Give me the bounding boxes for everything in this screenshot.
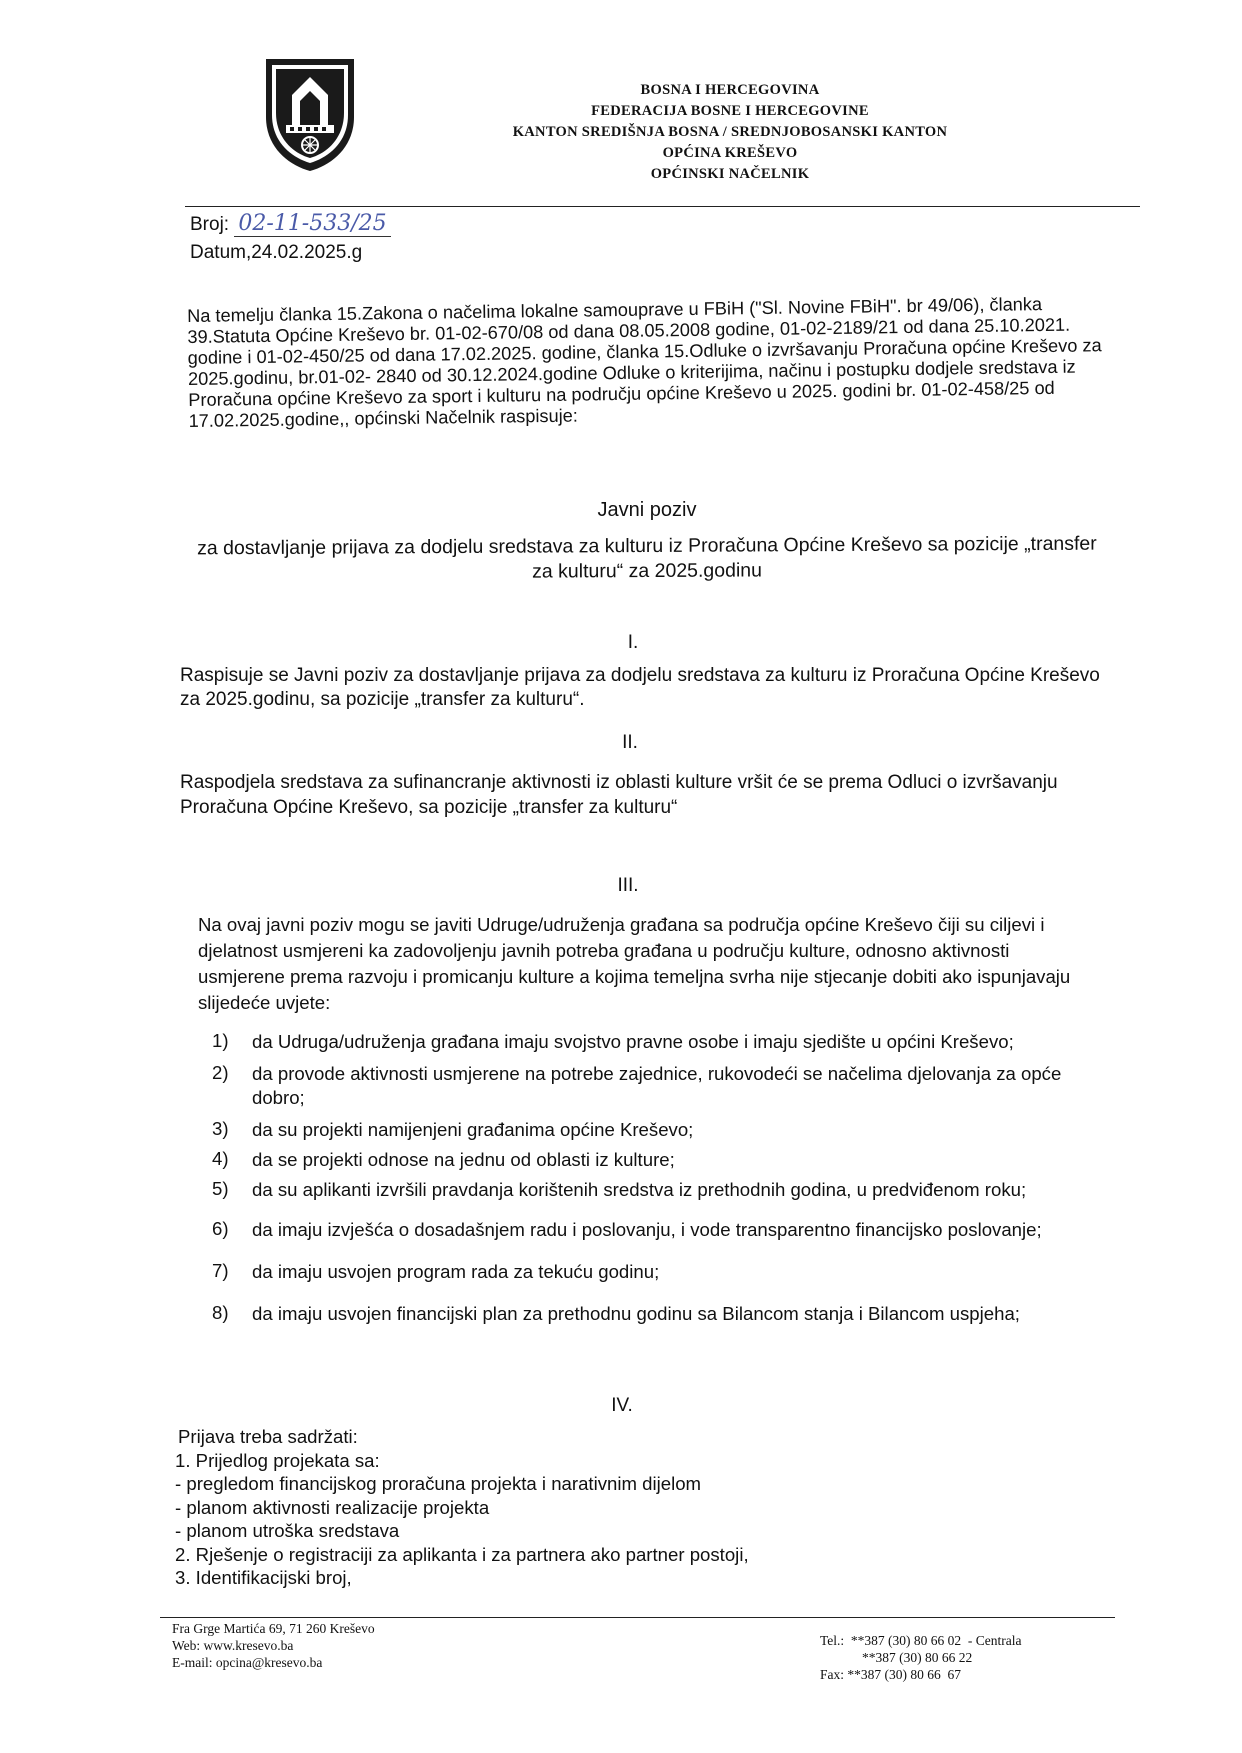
list-item-number: 1) xyxy=(212,1030,229,1051)
list-item xyxy=(212,1030,1092,1062)
footer-web: Web: www.kresevo.ba xyxy=(172,1638,294,1653)
list-item-text: da su projekti namijenjeni građanima općine Kreševo; xyxy=(252,1119,694,1140)
header-line: OPĆINSKI NAČELNIK xyxy=(650,166,810,182)
reference-handwritten-value: 02-11-533/25 xyxy=(234,211,390,237)
footer-divider xyxy=(160,1617,1115,1618)
eligibility-conditions-list xyxy=(212,1030,1092,1334)
list-item: 1. Prijedlog projekata sa: xyxy=(175,1449,380,1471)
list-item xyxy=(212,1148,1092,1178)
header-divider xyxy=(185,206,1140,207)
list-item xyxy=(212,1118,1092,1148)
footer-contact-address xyxy=(172,1620,375,1671)
municipality-crest-icon xyxy=(262,55,358,175)
reference-label: Broj: xyxy=(190,214,230,235)
footer-tel-secondary: **387 (30) 80 66 22 xyxy=(862,1650,973,1665)
legal-basis-paragraph: Na temelju članka 15.Zakona o načelima lokalne samouprave u FBiH ("Sl. Novine FBiH". br 49/06), članka 39.Statuta Općine Kreševo br. 01-02-670/08 od dana 08.05.2008 godine, 01-02-2189/21 od dana 25.10.2021. godine i 01-02-450/25 od dana 17.02.2025. godine, članka 15.Odluke o izvršavanju Proračuna općine Kreševo za 2025.godinu, br.01-02- 2840 od 30.12.2024.godine Odluke o kriterijima, načinu i postupku dodjele sredstava iz Proračuna općine Kreševo za sport i kulturu na području općine Kreševo u 2025. godini br. 01-02-458/25 od 17.02.2025.godine,, općinski Načelnik raspisuje: xyxy=(187,294,1102,431)
section-number-2: II. xyxy=(622,732,638,753)
list-item-text: da imaju usvojen financijski plan za prethodnu godinu sa Bilancom stanja i Bilancom uspjeha; xyxy=(252,1303,1020,1324)
list-item: 3. Identifikacijski broj, xyxy=(175,1567,352,1588)
header-line: FEDERACIJA BOSNE I HERCEGOVINE xyxy=(591,103,869,119)
list-item: - planom utroška sredstava xyxy=(175,1520,400,1541)
list-item-number: 8) xyxy=(212,1302,229,1323)
list-item xyxy=(212,1178,1092,1218)
list-item-text: da Udruga/udruženja građana imaju svojstvo pravne osobe i imaju sjedište u općini Kreševo; xyxy=(252,1031,1014,1052)
footer-fax: Fax: **387 (30) 80 66 67 xyxy=(820,1667,961,1682)
footer-contact-phones xyxy=(820,1620,1022,1683)
list-item: - pregledom financijskog proračuna projekta i narativnim dijelom xyxy=(175,1473,702,1494)
application-content-list xyxy=(175,1425,749,1590)
list-item-number: 4) xyxy=(212,1148,229,1169)
document-subtitle: za dostavljanje prijava za dodjelu sredstava za kulturu iz Proračuna Općine Kreševo sa pozicije „transfer za kulturu“ za 2025.godinu xyxy=(197,532,1097,583)
reference-number xyxy=(190,210,391,239)
section-number-1: I. xyxy=(627,632,639,653)
section-number-3: III. xyxy=(617,875,639,896)
header-line: BOSNA I HERCEGOVINA xyxy=(640,82,820,98)
section-number-4: IV. xyxy=(611,1395,633,1416)
document-title: Javni poziv xyxy=(597,499,697,521)
footer-tel-central: Tel.: **387 (30) 80 66 02 - Centrala xyxy=(820,1633,1022,1648)
list-item-number: 2) xyxy=(212,1062,229,1083)
list-item-text: da imaju izvješća o dosadašnjem radu i poslovanju, i vode transparentno financijsko poslovanje; xyxy=(252,1219,1042,1240)
institution-header xyxy=(470,80,990,185)
list-item: - planom aktivnosti realizacije projekta xyxy=(175,1496,490,1518)
section-1-text: Raspisuje se Javni poziv za dostavljanje prijava za dodjelu sredstava za kulturu iz Proračuna Općine Kreševo za 2025.godinu, sa pozicije „transfer za kulturu“. xyxy=(180,665,1100,710)
section-3-text: Na ovaj javni poziv mogu se javiti Udruge/udruženja građana sa područja općine Kreševo čiji su ciljevi i djelatnost usmjereni ka zadovoljenju javnih potreba građana u području kulture, odnosno aktivnosti usmjerene prema razvoju i promicanju kulture a kojima temeljna svrha nije stjecanje dobiti ako ispunjavaju slijedeće uvjete: xyxy=(198,914,1071,1013)
list-item-number: 7) xyxy=(212,1260,229,1281)
list-item: 2. Rješenje o registraciji za aplikanta i za partnera ako partner postoji, xyxy=(175,1543,749,1565)
list-item xyxy=(212,1062,1092,1118)
document-meta xyxy=(190,210,391,267)
footer-email: E-mail: opcina@kresevo.ba xyxy=(172,1655,323,1670)
list-item-text: da se projekti odnose na jednu od oblasti iz kulture; xyxy=(252,1149,675,1170)
list-item-number: 5) xyxy=(212,1178,229,1199)
list-item-text: da provode aktivnosti usmjerene na potrebe zajednice, rukovodeći se načelima djelovanja za opće dobro; xyxy=(252,1063,1062,1108)
header-line: OPĆINA KREŠEVO xyxy=(662,145,798,161)
list-item xyxy=(212,1218,1092,1260)
list-item-number: 6) xyxy=(212,1218,229,1239)
document-date: Datum,24.02.2025.g xyxy=(190,242,363,263)
section-2-text: Raspodjela sredstava za sufinancranje aktivnosti iz oblasti kulture vršit će se prema Odluci o izvršavanju Proračuna Općine Kreševo, sa pozicije „transfer za kulturu“ xyxy=(180,772,1058,818)
list-item xyxy=(212,1302,1092,1334)
section-4-heading: Prijava treba sadržati: xyxy=(178,1426,358,1447)
footer-address: Fra Grge Martića 69, 71 260 Kreševo xyxy=(172,1621,375,1636)
list-item-text: da imaju usvojen program rada za tekuću godinu; xyxy=(252,1261,660,1282)
list-item xyxy=(212,1260,1092,1302)
list-item-number: 3) xyxy=(212,1118,229,1139)
header-line: KANTON SREDIŠNJA BOSNA / SREDNJOBOSANSKI KANTON xyxy=(512,124,948,140)
list-item-text: da su aplikanti izvršili pravdanja korištenih sredstva iz prethodnih godina, u predviđenom roku; xyxy=(252,1179,1027,1200)
